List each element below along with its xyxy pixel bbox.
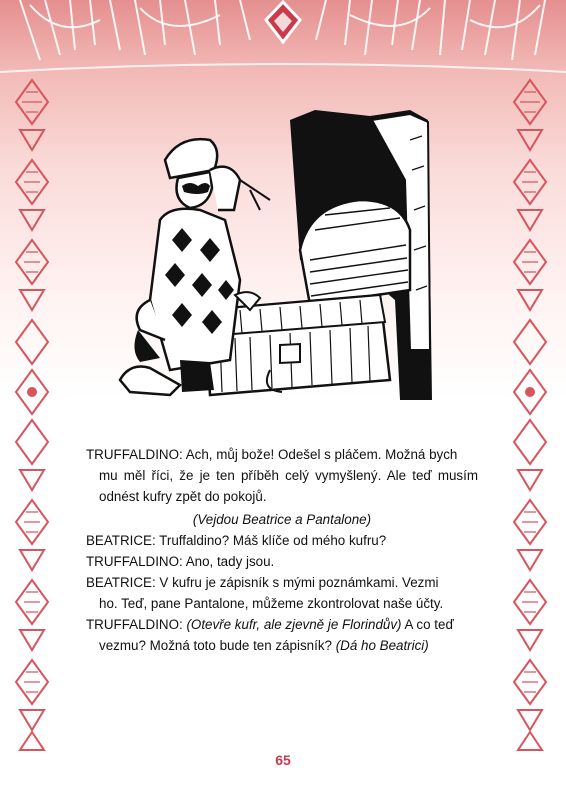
- top-ornament: [0, 0, 566, 80]
- dialogue-text-first: A co teď: [401, 617, 454, 632]
- stage-direction-inline: (Dá ho Beatrici): [332, 638, 429, 653]
- harlequin-trunk-illustration: [110, 100, 450, 410]
- left-border-ornament: [12, 70, 52, 760]
- speaker-name: BEATRICE:: [86, 575, 156, 590]
- dialogue-text: Truffaldino? Máš klíče od mého kufru?: [155, 533, 387, 548]
- dialogue-text-first: V kufru je zápisník s mými poznámkami. Vezmi: [155, 575, 439, 590]
- dialogue-line: [86, 572, 478, 614]
- dialogue-text-rest: mu měl říci, že je ten příběh celý vymyšlený. Ale teď musím odnést kufry zpět do pokojů.: [99, 468, 478, 504]
- page-number: 65: [275, 752, 291, 768]
- dialogue-text: Ano, tady jsou.: [182, 554, 275, 569]
- speaker-name: TRUFFALDINO:: [86, 617, 183, 632]
- speaker-name: TRUFFALDINO:: [86, 554, 183, 569]
- dialogue-line: [86, 614, 478, 656]
- dialogue-text-rest: ho. Teď, pane Pantalone, můžeme zkontrolovat naše účty.: [99, 596, 444, 611]
- dialogue-line: [86, 530, 478, 551]
- right-border-ornament: [510, 70, 550, 760]
- dialogue-line: [86, 551, 478, 572]
- dialogue-continuation: [86, 635, 478, 656]
- dialogue-text-rest: vezmu? Možná toto bude ten zápisník?: [99, 638, 332, 653]
- speaker-name: BEATRICE:: [86, 533, 156, 548]
- dialogue-line: [86, 444, 478, 507]
- dialogue-text-first: Ach, můj bože! Odešel s pláčem. Možná bych: [182, 447, 458, 462]
- stage-direction: (Vejdou Beatrice a Pantalone): [192, 512, 372, 527]
- dialogue-text: [86, 444, 478, 656]
- stage-direction-inline: (Otevře kufr, ale zjevně je Florindův): [182, 617, 402, 632]
- speaker-name: TRUFFALDINO:: [86, 447, 183, 462]
